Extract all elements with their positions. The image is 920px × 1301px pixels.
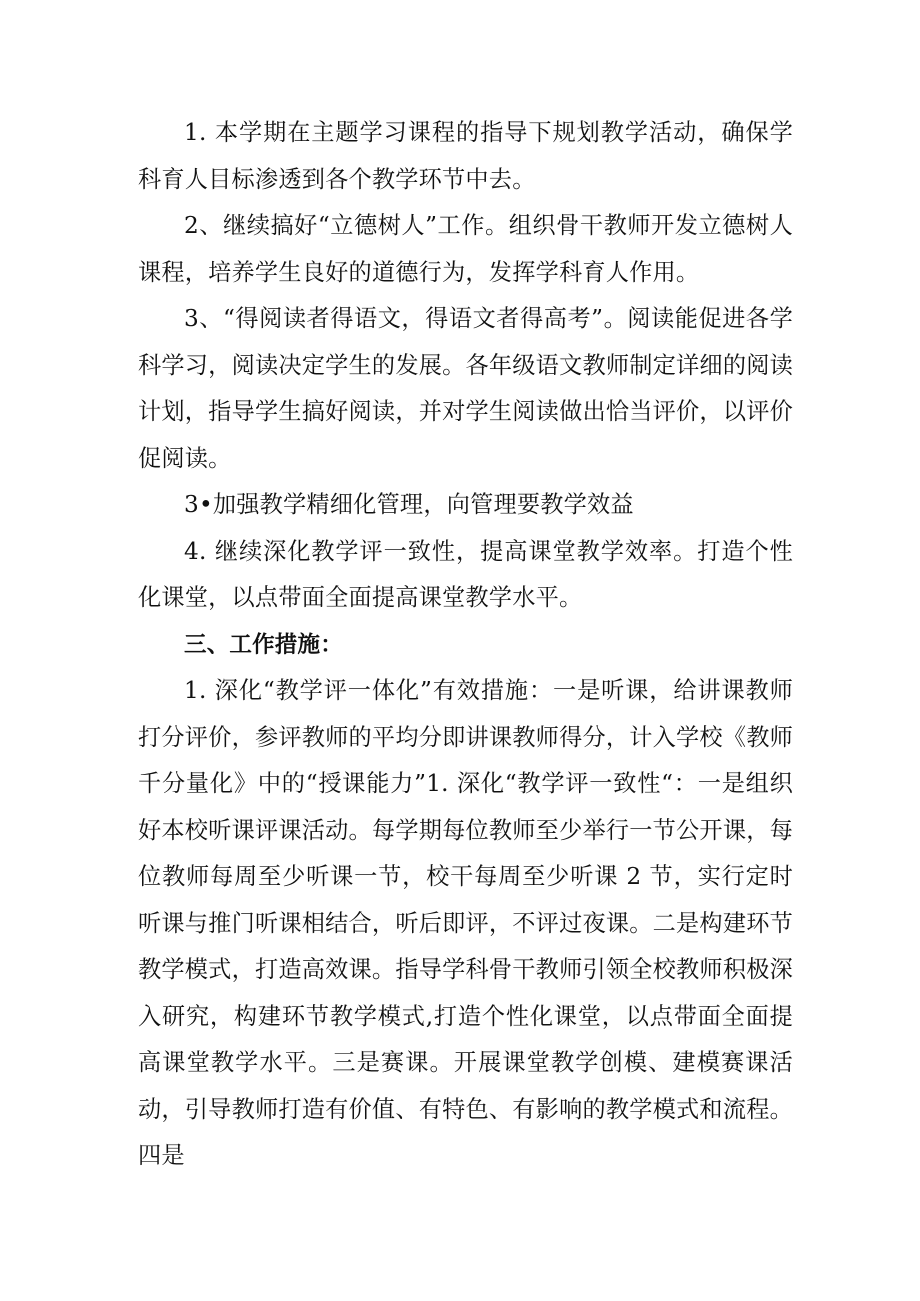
paragraph-2: 2、继续搞好“立德树人”工作。组织骨干教师开发立德树人课程，培养学生良好的道德行为，发挥学科育人作用。 [138, 212, 793, 286]
paragraph-5: 4. 继续深化教学评一致性，提高课堂教学效率。打造个性化课堂，以点带面全面提高课堂教学水平。 [138, 537, 793, 611]
section-heading: 三、工作措施： [184, 631, 343, 658]
paragraph-4: 3•加强教学精细化管理，向管理要教学效益 [184, 491, 634, 518]
paragraph-1: 1. 本学期在主题学习课程的指导下规划教学活动，确保学科育人目标渗透到各个教学环节中去。 [138, 119, 793, 193]
section-paragraph-1: 1. 深化“教学评一体化”有效措施：一是听课，给讲课教师打分评价，参评教师的平均分即讲课教师得分，计入学校《教师千分量化》中的“授课能力”1. 深化“教学评一致性“：一是组织好本校听课评课活动。每学期每位教师至少举行一节公开课，每位教师每周至少听课一节，校干每周至少听课 2 节，实行定时听课与推门听课相结合，听后即评，不评过夜课。二是构建环节教学模式，打造高效课。指导学科骨干教师引领全校教师积极深入研究，构建环节教学模式,打造个性化课堂，以点带面全面提高课堂教学水平。三是赛课。开展课堂教学创模、建模赛课活动，引导教师打造有价值、有特色、有影响的教学模式和流程。四是 [138, 677, 793, 1169]
paragraph-3: 3、“得阅读者得语文，得语文者得高考”。阅读能促进各学科学习，阅读决定学生的发展。各年级语文教师制定详细的阅读计划，指导学生搞好阅读，并对学生阅读做出恰当评价，以评价促阅读。 [138, 305, 793, 472]
document-body [138, 110, 793, 1180]
